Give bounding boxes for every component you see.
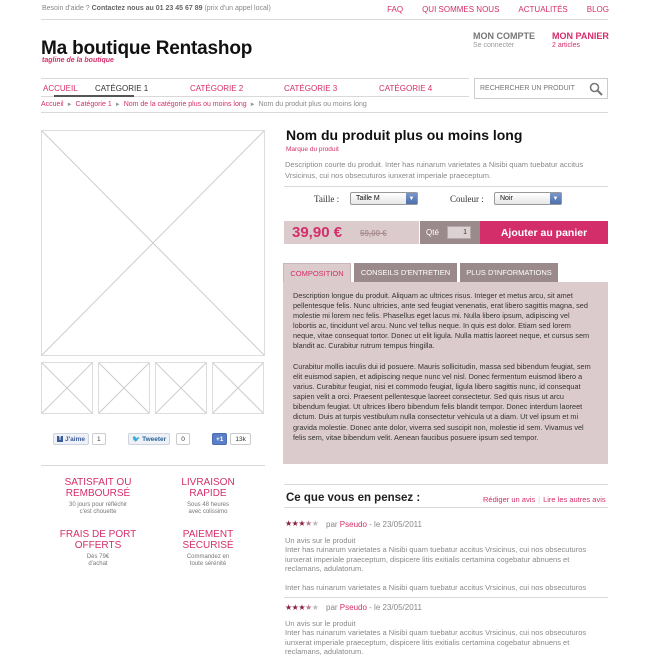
perk-delivery [153,477,263,516]
perk-subtitle: Commandez en toute sérénité [186,554,230,567]
write-review-link[interactable]: Rédiger un avis [483,495,536,504]
perk-free-shipping [43,529,153,568]
tagline: tagline de la boutique [42,57,114,64]
tweet-button[interactable] [128,433,170,445]
login-link[interactable]: Se connecter [473,42,515,49]
size-select[interactable] [350,192,418,205]
color-select-value: Noir [500,195,513,202]
reviews-head-divider [284,507,608,508]
review-by: par [326,520,338,529]
product-brand-link[interactable]: Marque du produit [286,146,339,153]
nav-item-category-2[interactable]: CATÉGORIE 2 [190,84,244,93]
tab-composition[interactable]: COMPOSITION [283,263,351,282]
breadcrumb [41,101,367,108]
nav-item-category-1[interactable]: CATÉGORIE 1 [95,84,149,93]
facebook-like-count: 1 [92,433,106,445]
read-reviews-link[interactable]: Lire les autres avis [543,495,606,504]
product-thumbnail[interactable] [155,362,207,414]
product-thumbnail[interactable] [212,362,264,414]
star-icon: ★★★ [285,603,306,612]
size-select-value: Taille M [356,195,380,202]
review-author[interactable]: Pseudo [339,603,367,612]
perk-title: PAIEMENT SÉCURISÉ [182,529,234,551]
google-plus-count: 13k [230,433,250,445]
half-star-icon: ★ [305,603,312,612]
empty-star-icon: ★ [311,519,319,528]
review-divider [284,597,608,598]
breadcrumb-arrow-icon: ► [66,102,73,108]
tweet-label: Tweeter [142,435,167,443]
tab-care-advice[interactable]: CONSEILS D'ENTRETIEN [354,263,457,282]
breadcrumb-current: Nom du produit plus ou moins long [258,101,367,108]
nav-top-divider [41,78,469,79]
facebook-like-label: J'aime [65,435,85,443]
breadcrumb-arrow-icon: ► [249,102,256,108]
nav-item-category-3[interactable]: CATÉGORIE 3 [284,84,338,93]
perk-title: LIVRAISON RAPIDE [181,477,235,499]
twitter-share [128,433,190,445]
search-icon[interactable] [589,82,603,96]
social-divider [41,465,265,466]
product-price: 39,90 € [292,224,343,241]
facebook-like [53,433,106,445]
review-date: - le 23/05/2011 [369,520,422,529]
perk-subtitle: Sous 48 heures avec colissimo [186,502,230,515]
star-icon: ★★★ [285,519,306,528]
cart-link[interactable]: MON PANIER [552,31,609,41]
product-short-description: Description courte du produit. Inter has ruinarum varietates a Nisibi quam tuebatur accitus Vrsicinus, cui nos obsecuturos iunxerat imperiale praeceptum. [285,160,584,180]
product-thumbnail[interactable] [98,362,150,414]
review-meta [326,520,422,529]
review-date: - le 23/05/2011 [369,603,422,612]
review-author[interactable]: Pseudo [339,520,367,529]
chevron-down-icon: ▼ [550,193,561,204]
reviews-divider [284,484,608,485]
google-plus-button[interactable] [212,433,227,445]
cart-count[interactable]: 2 articles [552,42,581,49]
review-title: Un avis sur le produit [285,536,356,545]
help-prefix: Besoin d'aide ? [42,5,90,12]
half-star-icon: ★ [305,519,312,528]
breadcrumb-home[interactable]: Accueil [41,101,64,108]
quantity-input[interactable]: 1 [447,226,471,239]
reviews-links [483,495,606,504]
facebook-like-button[interactable] [53,433,89,445]
facebook-icon: f [59,436,61,442]
nav-item-home[interactable]: ACCUEIL [43,84,78,93]
breadcrumb-category[interactable]: Catégorie 1 [75,101,112,108]
breadcrumb-arrow-icon: ► [114,102,121,108]
top-link-news[interactable]: ACTUALITÉS [518,5,568,14]
tweet-count: 0 [176,433,190,445]
search-box [474,78,608,99]
account-link[interactable]: MON COMPTE [473,31,535,41]
help-text [42,5,271,12]
reviews-heading: Ce que vous en pensez : [286,492,421,504]
perk-refund [43,477,153,516]
perk-title: FRAIS DE PORT OFFERTS [59,529,137,551]
separator: | [538,495,541,504]
empty-star-icon: ★ [311,603,319,612]
review-text: Inter has ruinarum varietates a Nisibi quam tuebatur accitus Vrsicinus, cui nos obsecuturos iunxerat imperiale praeceptum, dispicere litis exitialis certamina cogebatur abnuens et reclamans, adulatorum. [285,545,587,574]
chevron-down-icon: ▼ [406,193,417,204]
tab-more-info[interactable]: PLUS D'INFORMATIONS [460,263,558,282]
perk-title: SATISFAIT OU REMBOURSÉ [64,477,132,499]
rating-stars [285,519,318,528]
top-divider [41,19,608,20]
top-link-blog[interactable]: BLOG [586,5,609,14]
review-title: Un avis sur le produit [285,619,356,628]
product-thumbnail[interactable] [41,362,93,414]
top-link-about[interactable]: QUI SOMMES NOUS [422,5,500,14]
perk-subtitle: 30 jours pour réfléchir c'est chouette [68,502,128,515]
google-plus-share [212,433,251,445]
search-input[interactable] [475,79,585,98]
breadcrumb-subcategory[interactable]: Nom de la catégorie plus ou moins long [123,101,247,108]
top-links [368,5,609,14]
twitter-icon: 🐦 [132,436,141,443]
review-text: Inter has ruinarum varietates a Nisibi quam tuebatur accitus Vrsicinus, cui nos obsecuturos iunxerat imperiale praeceptum, dispicere litis exitialis certamina cogebatur abnuens et reclamans, adulatorum. [285,628,587,657]
rating-stars [285,603,318,612]
color-label: Couleur : [450,194,484,204]
logo[interactable]: Ma boutique Rentashop [41,38,253,59]
nav-item-category-4[interactable]: CATÉGORIE 4 [379,84,433,93]
google-plus-label: +1 [216,435,224,443]
perk-secure-payment [153,529,263,568]
quantity-label: Qté [426,228,439,237]
help-phone: Contactez nous au 01 23 45 67 89 [91,5,203,12]
add-to-cart-button[interactable]: Ajouter au panier [480,221,608,244]
nav-active-indicator [54,95,134,97]
product-old-price: 59,00 € [360,229,387,238]
tab-description-paragraph: Curabitur mollis iaculis dui id posuere. Mauris sollicitudin, massa sed bibendum feugiat, sem elit euismod sapien, et adipiscing neque nunc vel nisl. Donec fermentum euismod libero a varius. Curabitur feugiat, nisi et commodo feugiat, ligula libero sagittis nunc, id consequat sapien velit a orci. Praesent pellentesque laoreet consectetur. Sed quis risus ut arcu bibendum feugiat. Ut ultrices libero bibendum felis blandit tempor. Donec interdum laoreet dictum. Duis at turpis vestibulum nulla consectetur vehicula ut a diam. Ut vel ipsum et mi gravida molestie. Donec ante dolor, viverra sed suscipit non, molestie id sem. Vivamus vel felis sem, vitae bibendum velit. Aenean faucibus posuere ipsum sed tempor. [293,362,591,442]
tab-description-paragraph: Description longue du produit. Aliquam ac ultrices risus. Integer et metus arcu, sit amet pellentesque felis. Nunc ultricies, ante sed feugiat venenatis, erat libero sagittis magna, sed molestie mi lorem nec felis. Phasellus eget lacus mi. Nulla libero ipsum, adipiscing vel lobortis ac, tincidunt vel arcu. Nunc vel tellus neque. In quis est dolor. Etiam sed lorem neque, vitae consequat tortor. Donec ut elit ligula. Nulla mattis laoreet neque, et cursus sem blandit ac. Curabitur rutrum tempus fringilla. [293,291,590,351]
size-label: Taille : [314,194,340,204]
review-by: par [326,603,338,612]
options-top-divider [284,186,608,187]
color-select[interactable] [494,192,562,205]
review-text-continued: Inter has ruinarum varietates a Nisibi quam tuebatur accitus Vrsicinus, cui nos obsecuturos [285,583,587,592]
help-note: (prix d'un appel local) [204,5,271,12]
breadcrumb-divider [41,112,608,113]
review-meta [326,603,422,612]
perk-subtitle: Dès 79€ d'achat [86,554,110,567]
top-link-faq[interactable]: FAQ [387,5,404,14]
product-title: Nom du produit plus ou moins long [286,127,523,143]
product-main-image[interactable] [41,130,265,356]
